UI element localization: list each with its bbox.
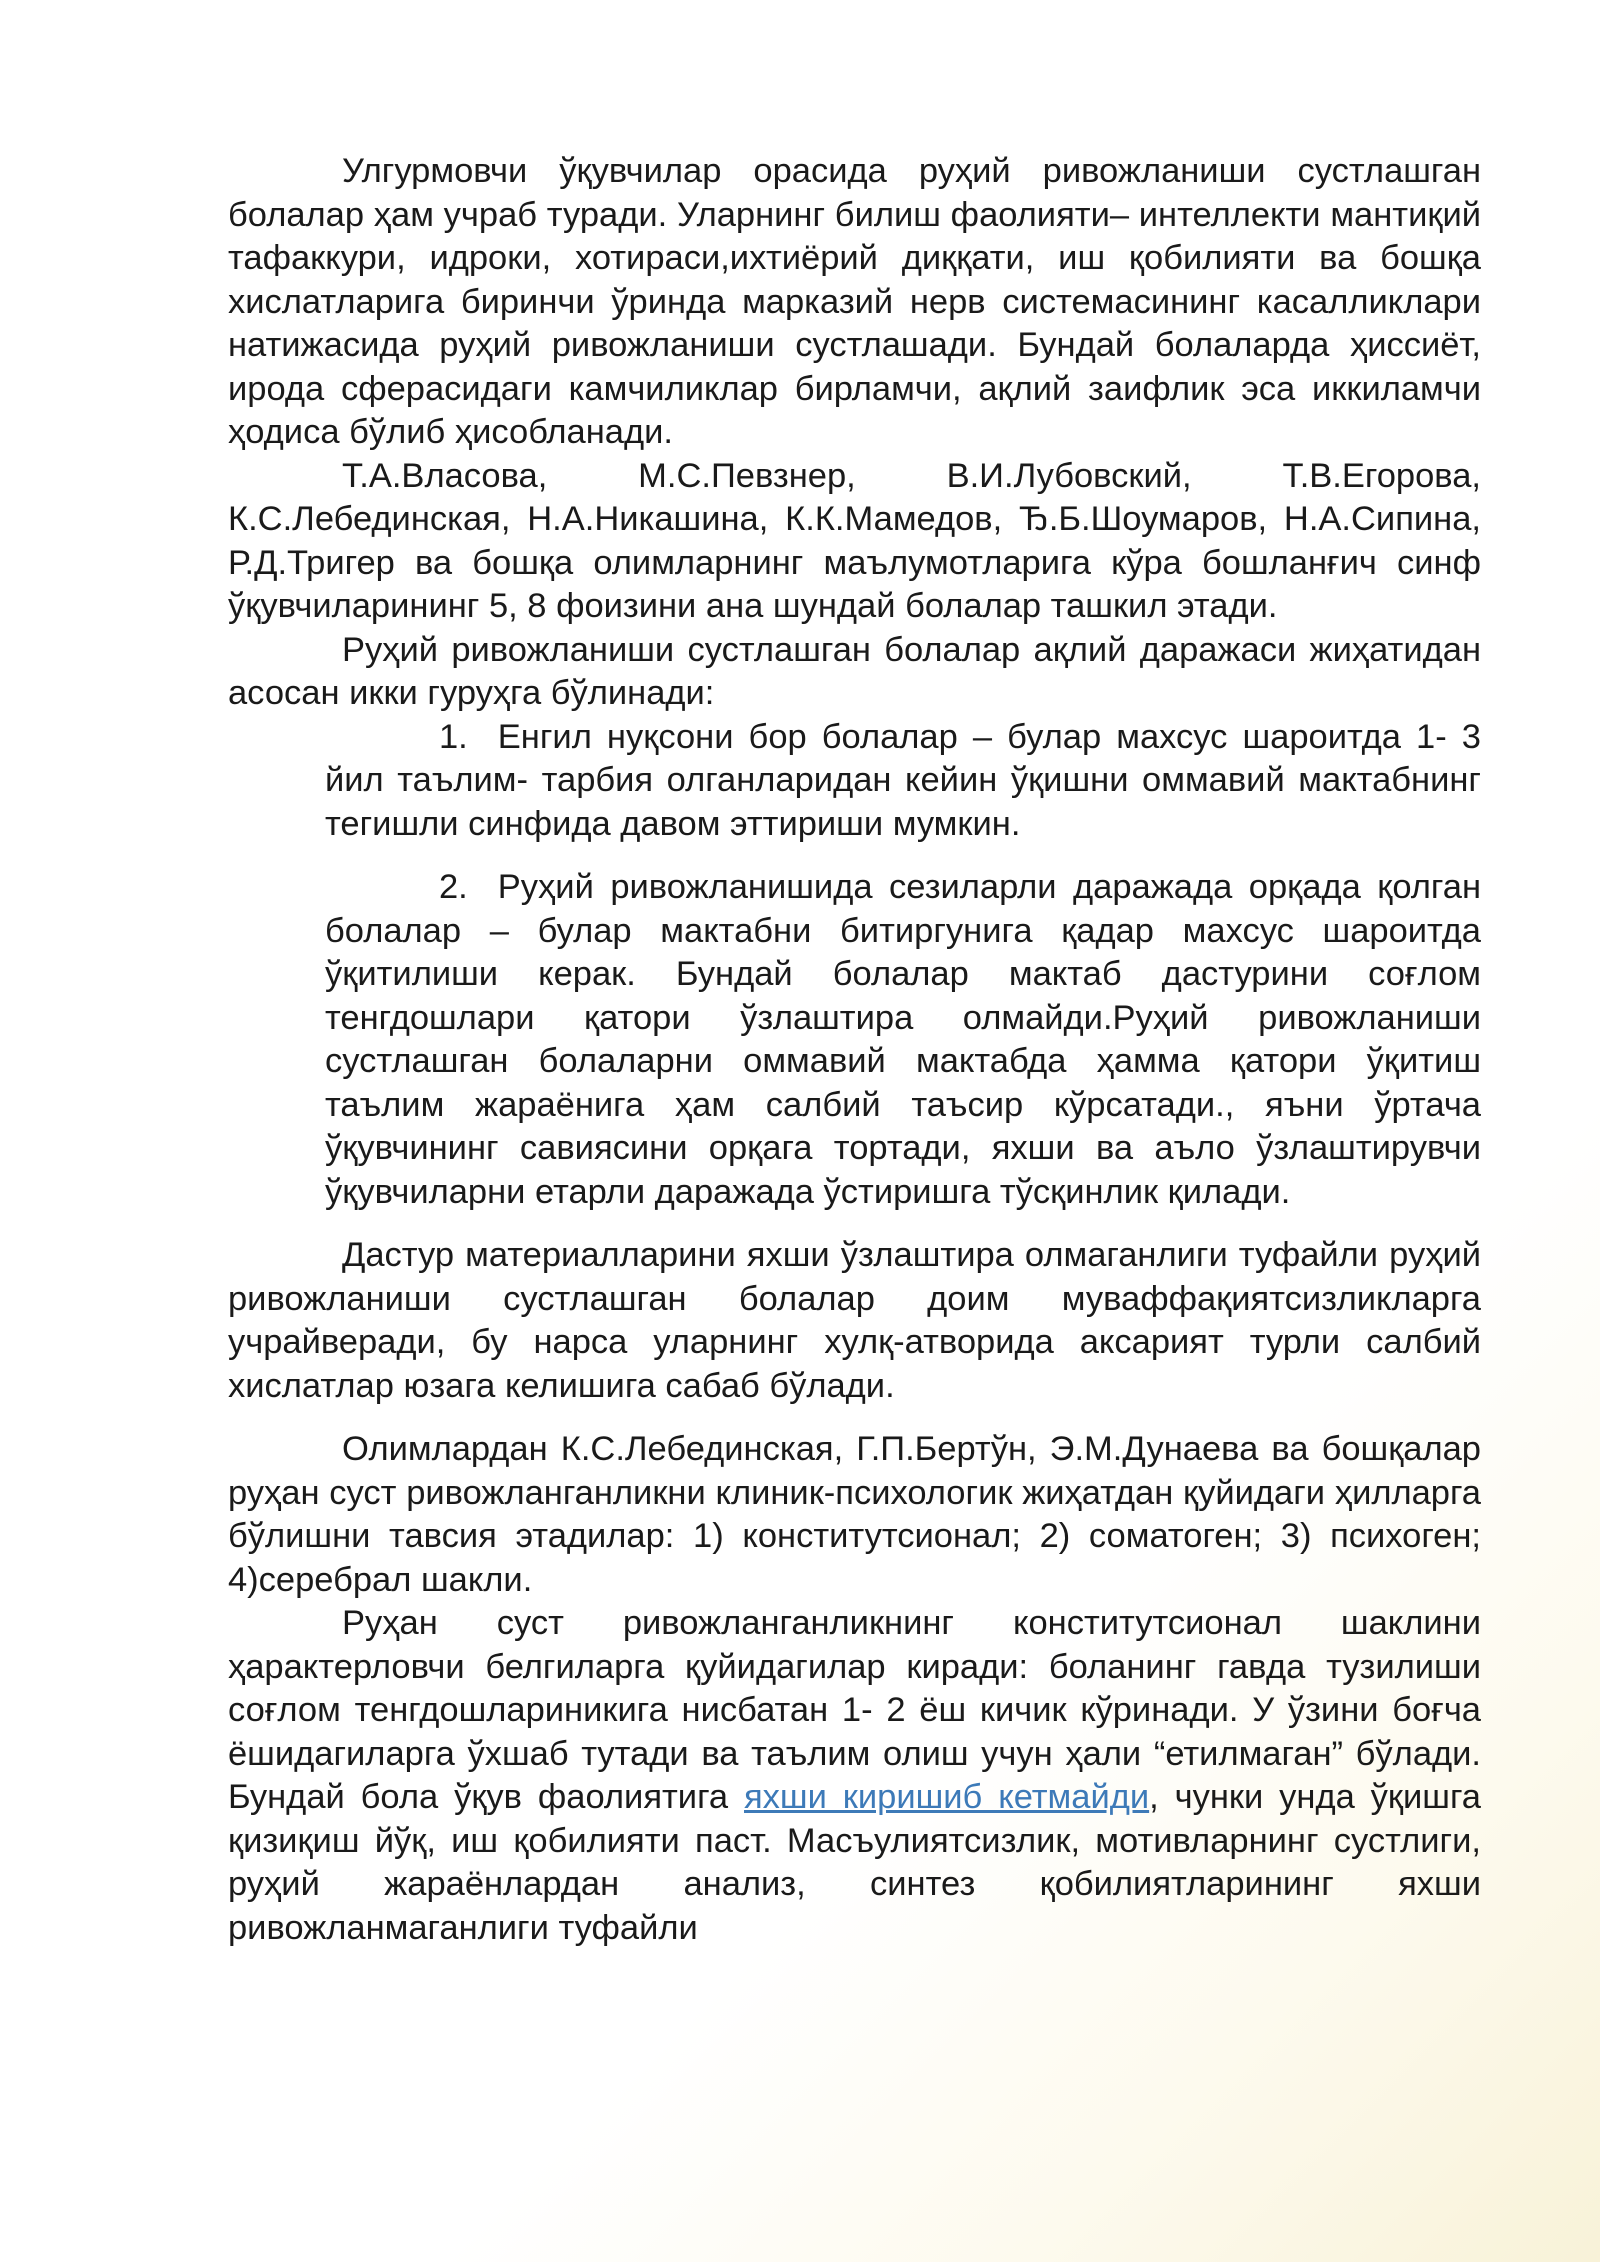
list-item-2-text: Руҳий ривожланишида сезиларли даражада орқада қолган болалар – булар мактабни битиргунига қадар махсус шароитда ўқитилиши керак. Бундай болалар мактаб дастурини соғлом тенгдошлари қатори ўзлаштира олмайди.Руҳий ривожланиши сустлашган болаларни оммавий мактабда ҳамма қатори ўқитиш таълим жараёнига ҳам салбий таъсир кўрсатади., яъни ўртача ўқувчининг савиясини орқага тортади, яхши ва аъло ўзлаштирувчи ўқувчиларни етарли даражада ўстиришга тўсқинлик қилади. (325, 868, 1481, 1211)
list-number-1: 1. (439, 717, 468, 756)
list-item-2 (325, 866, 1481, 1214)
list-number-2: 2. (439, 868, 468, 906)
list-item-1-text: Енгил нуқсони бор болалар – булар махсус шароитда 1- 3 йил таълим- тарбия олганларидан кейин ўқишни оммавий мактабнинг тегишли синфида давом эттириши мумкин. (325, 717, 1481, 843)
paragraph-groups: Руҳий ривожланиши сустлашган болалар ақлий даражаси жиҳатидан асосан икки гуруҳга бўлинади: (228, 630, 1481, 712)
hyperlink[interactable]: яхши киришиб кетмайди (744, 1778, 1150, 1816)
list-item-1 (325, 716, 1481, 847)
paragraph-constitutional-text-2: , чунки унда ўқишга қизиқиш йўқ, иш қобилияти паст. Масъулиятсизлик, мотивларнинг сустлиги, руҳий жараёнлардан анализ, синтез қобилиятларининг яхши ривожланмаганлиги туфайли (228, 1778, 1481, 1947)
paragraph-constitutional (228, 1602, 1481, 1950)
paragraph-curriculum: Дастур материалларини яхши ўзлаштира олмаганлиги туфайли руҳий ривожланиши сустлашган болалар доим муваффақиятсизликларга учрайверади, бу нарса уларнинг хулқ-атворида аксарият турли салбий хислатлар юзага келишига сабаб бўлади. (228, 1236, 1481, 1405)
paragraph-intro: Улгурмовчи ўқувчилар орасида руҳий ривожланиши сустлашган болалар ҳам учраб туради. Уларнинг билиш фаолияти– интеллекти мантиқий тафаккури, идроки, хотираси,ихтиёрий диққати, иш қобилияти ва бошқа хислатларига биринчи ўринда марказий нерв системасининг касалликлари натижасида руҳий ривожланиши сустлашади. Бундай болаларда ҳиссиёт, ирода сферасидаги камчиликлар бирламчи, ақлий заифлик эса иккиламчи ҳодиса бўлиб ҳисобланади. (228, 152, 1481, 451)
paragraph-constitutional-text-1: Руҳан суст ривожланганликнинг конститутсионал шаклини ҳарактерловчи белгиларга қуйидагилар киради: боланинг гавда тузилиши соғлом тенгдошлариникига нисбатан 1- 2 ёш кичик кўринади. У ўзини боғча ёшидагиларга ўхшаб тутади ва таълим олиш учун ҳали “етилмаган” бўлади. Бундай бола ўқув фаолиятига (228, 1604, 1481, 1816)
document-body (228, 150, 1481, 1950)
paragraph-authors: Т.А.Власова, М.С.Певзнер, В.И.Лубовский, Т.В.Егорова, К.С.Лебединская, Н.А.Никашина, К.К.Мамедов, Ђ.Б.Шоумаров, Н.А.Сипина, Р.Д.Тригер ва бошқа олимларнинг маълумотларига кўра бошланғич синф ўқувчиларининг 5, 8 фоизини ана шундай болалар ташкил этади. (228, 456, 1481, 625)
paragraph-classification: Олимлардан К.С.Лебединская, Г.П.Бертўн, Э.М.Дунаева ва бошқалар руҳан суст ривожланганликни клиник-психологик жиҳатдан қуйидаги ҳилларга бўлишни тавсия этадилар: 1) конститутсионал; 2) соматоген; 3) психоген; 4)серебрал шакли. (228, 1430, 1481, 1599)
